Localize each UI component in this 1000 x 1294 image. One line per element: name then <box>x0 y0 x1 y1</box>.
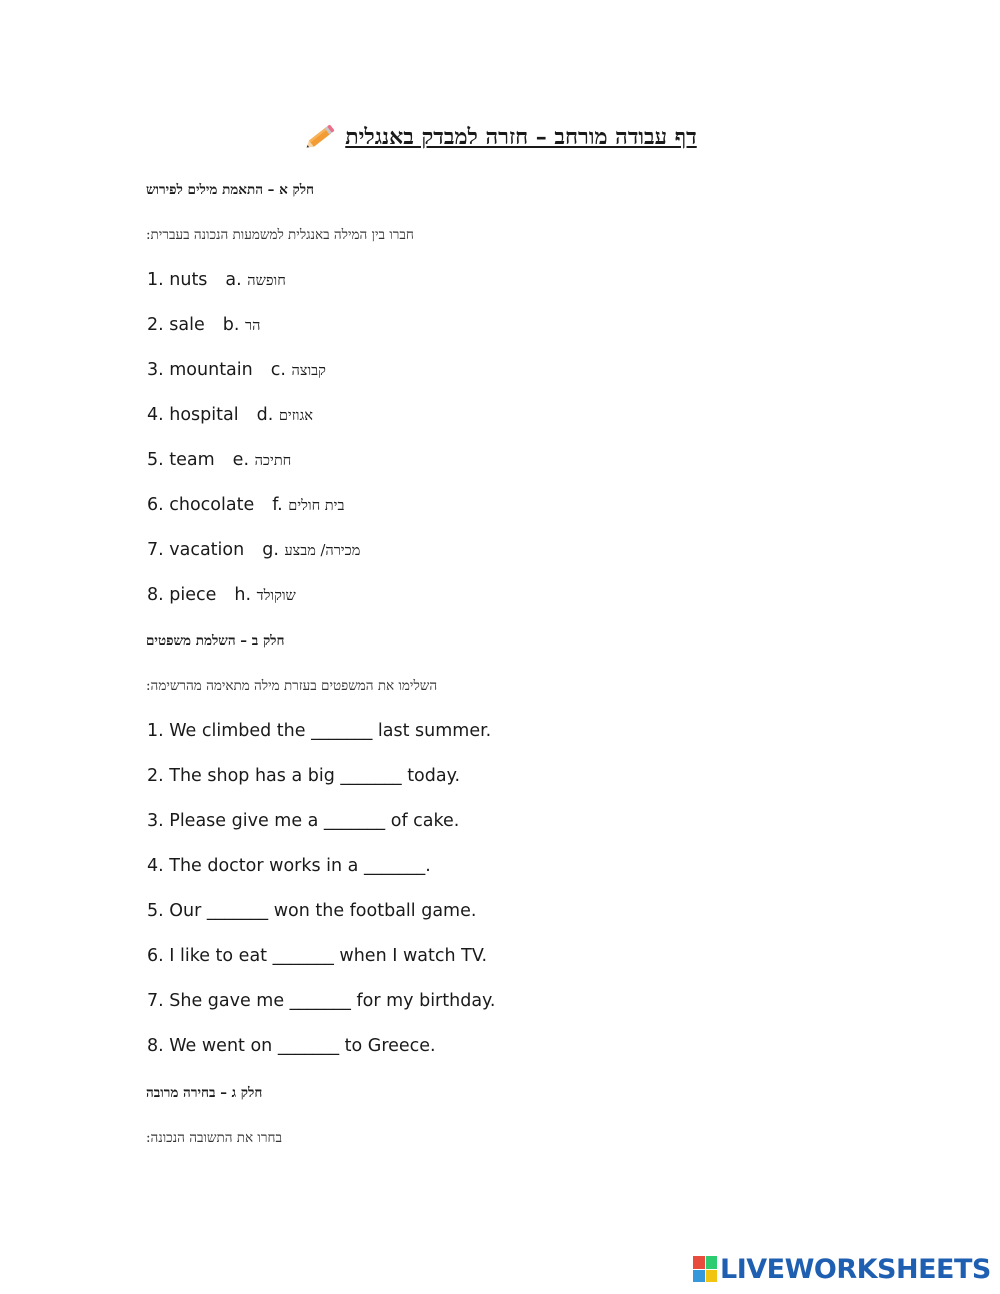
match-letter: g. <box>262 540 279 560</box>
sentence-row: 3. Please give me a _______ of cake. <box>147 811 460 831</box>
match-word: 3. mountain <box>147 360 253 380</box>
part-c-instruction: בחרו את התשובה הנכונה: <box>146 1130 282 1146</box>
match-meaning: בית חולים <box>288 498 345 514</box>
match-word: 7. vacation <box>147 540 245 560</box>
match-row <box>147 540 360 560</box>
match-word: 5. team <box>147 450 215 470</box>
match-letter: b. <box>222 315 240 335</box>
match-row <box>147 315 260 335</box>
part-b-heading: חלק ב – השלמת משפטים <box>146 633 285 649</box>
part-a-heading: חלק א – התאמת מילים לפירוש <box>146 182 315 198</box>
sentence-row: 2. The shop has a big _______ today. <box>147 766 461 786</box>
match-row <box>147 270 286 290</box>
match-word: 1. nuts <box>147 270 208 290</box>
match-word: 8. piece <box>147 585 217 605</box>
match-word: 6. chocolate <box>147 495 255 515</box>
match-row <box>147 585 296 605</box>
part-c-heading: חלק ג – בחירה מרובה <box>146 1085 263 1101</box>
match-letter: f. <box>272 495 283 515</box>
match-letter: d. <box>256 405 274 425</box>
sentence-row: 7. She gave me _______ for my birthday. <box>147 991 496 1011</box>
match-letter: a. <box>225 270 242 290</box>
match-meaning: שוקולד <box>256 588 296 604</box>
match-row <box>147 495 344 515</box>
match-letter: h. <box>234 585 252 605</box>
match-meaning: אגוזים <box>278 408 313 424</box>
match-meaning: קבוצה <box>291 363 326 379</box>
liveworksheets-logo <box>693 1253 991 1285</box>
part-a-instruction: חברו בין המילה באנגלית למשמעות הנכונה בעברית: <box>146 227 414 243</box>
match-meaning: הר <box>244 318 261 334</box>
match-word: 2. sale <box>147 315 205 335</box>
part-b-instruction: השלימו את המשפטים בעזרת מילה מתאימה מהרשימה: <box>146 678 438 694</box>
match-row <box>147 450 291 470</box>
match-row <box>147 360 326 380</box>
match-meaning: מכירה/ מבצע <box>284 543 361 559</box>
sentence-row: 5. Our _______ won the football game. <box>147 901 477 921</box>
logo-text: LIVEWORKSHEETS <box>720 1253 991 1285</box>
sentence-row: 8. We went on _______ to Greece. <box>147 1036 436 1056</box>
logo-mark-icon <box>693 1256 717 1282</box>
sentence-row: 1. We climbed the _______ last summer. <box>147 721 492 741</box>
match-letter: e. <box>232 450 250 470</box>
match-word: 4. hospital <box>147 405 239 425</box>
match-meaning: חתיכה <box>254 453 292 469</box>
pencil-icon <box>303 122 337 152</box>
match-letter: c. <box>270 360 286 380</box>
match-row <box>147 405 313 425</box>
sentence-row: 4. The doctor works in a _______. <box>147 856 431 876</box>
match-meaning: חופשה <box>247 273 286 289</box>
sentence-row: 6. I like to eat _______ when I watch TV. <box>147 946 488 966</box>
page-title: דף עבודה מורחב – חזרה למבדק באנגלית <box>345 124 697 150</box>
worksheet-title <box>270 122 730 152</box>
